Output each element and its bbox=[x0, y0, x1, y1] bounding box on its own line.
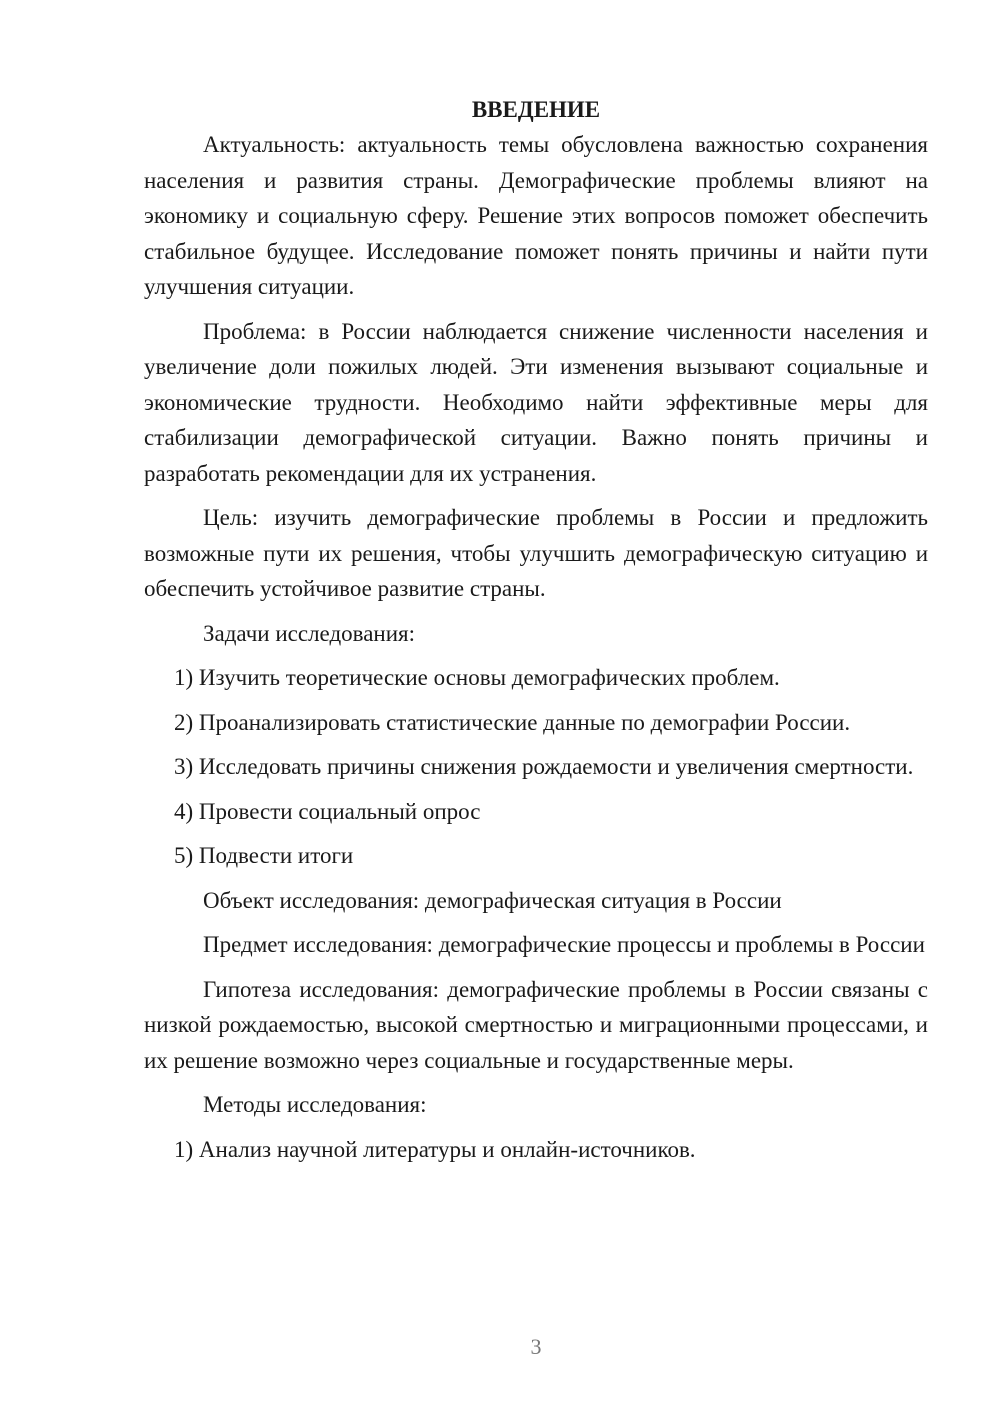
research-hypothesis: Гипотеза исследования: демографические проблемы в России связаны с низкой рождаемостью, высокой смертностью и миграционными процессами, и их решение возможно через социальные и государственные меры. bbox=[144, 976, 928, 1073]
task-item: 2) Проанализировать статистические данные по демографии России. bbox=[174, 709, 851, 735]
goal-paragraph: Цель: изучить демографические проблемы в России и предложить возможные пути их решения, чтобы улучшить демографическую ситуацию и обеспечить устойчивое развитие страны. bbox=[144, 505, 928, 601]
tasks-heading: Задачи исследования: bbox=[203, 620, 416, 646]
relevance-paragraph: Актуальность: актуальность темы обусловлена важностью сохранения населения и развития страны. Демографические проблемы влияют на экономику и социальную сферу. Решение этих вопросов поможет обеспечить стабильное будущее. Исследование поможет понять причины и найти пути улучшения ситуации. bbox=[144, 132, 928, 299]
problem-paragraph: Проблема: в России наблюдается снижение численности населения и увеличение доли пожилых людей. Эти изменения вызывают социальные и экономические трудности. Необходимо найти эффективные меры для стабилизации демографической ситуации. Важно понять причины и разработать рекомендации для их устранения. bbox=[144, 318, 928, 486]
methods-heading: Методы исследования: bbox=[203, 1092, 427, 1117]
research-object: Объект исследования: демографическая ситуация в России bbox=[203, 887, 782, 913]
task-item: 5) Подвести итоги bbox=[174, 843, 354, 868]
task-item: 4) Провести социальный опрос bbox=[174, 798, 481, 824]
page-content bbox=[144, 92, 928, 1167]
task-item: 3) Исследовать причины снижения рождаемости и увеличения смертности. bbox=[174, 754, 914, 779]
method-item: 1) Анализ научной литературы и онлайн-источников. bbox=[174, 1136, 696, 1162]
task-item: 1) Изучить теоретические основы демографических проблем. bbox=[174, 665, 780, 690]
page-title: ВВЕДЕНИЕ bbox=[471, 97, 601, 122]
page-number: 3 bbox=[530, 1334, 542, 1359]
research-subject: Предмет исследования: демографические процессы и проблемы в России bbox=[203, 932, 925, 957]
